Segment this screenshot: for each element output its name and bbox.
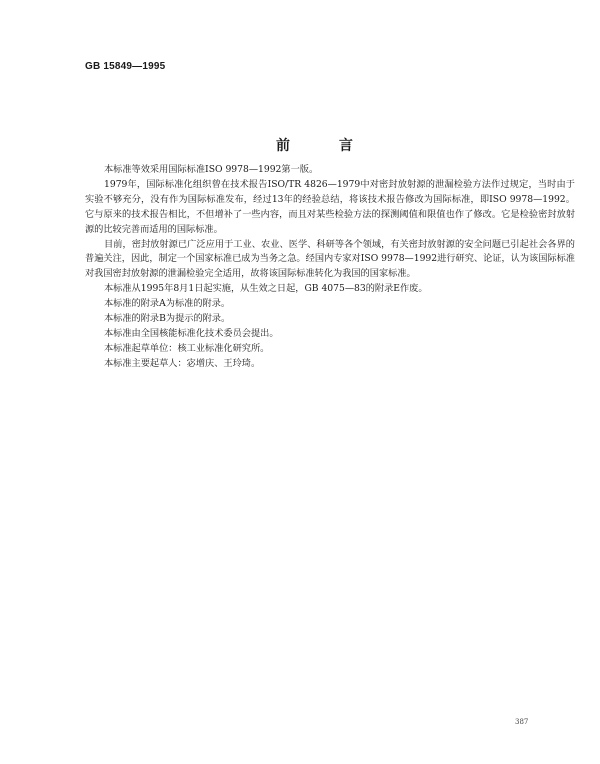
paragraph-background: 目前，密封放射源已广泛应用于工业、农业、医学、科研等各个领域，有关密封放射源的安全问题已引起社会各界的普遍关注，因此，制定一个国家标准已成为当务之急。经国内专家对ISO 9978—1992进行研究、论证，认为该国际标准对我国密封放射源的泄漏检验完全适用，故将该国际标准转化为我国的国家标准。 <box>85 238 575 280</box>
document-body <box>85 163 575 372</box>
paragraph-effective-date: 本标准从1995年8月1日起实施，从生效之日起，GB 4075—83的附录E作废。 <box>104 283 428 295</box>
paragraph-drafting-unit: 本标准起草单位：核工业标准化研究所。 <box>104 342 270 354</box>
paragraph-drafters: 本标准主要起草人：宓增庆、王玲琦。 <box>104 357 261 369</box>
paragraph-appendix-a: 本标准的附录A为标准的附录。 <box>104 298 231 310</box>
page-title: 前 言 <box>276 138 375 154</box>
paragraph-adoption: 本标准等效采用国际标准ISO 9978—1992第一版。 <box>104 164 319 175</box>
paragraph-appendix-b: 本标准的附录B为提示的附录。 <box>104 313 231 325</box>
standard-code: GB 15849—1995 <box>85 61 166 72</box>
paragraph-proposer: 本标准由全国核能标准化技术委员会提出。 <box>104 327 279 339</box>
paragraph-history: 1979年，国际标准化组织曾在技术报告ISO/TR 4826—1979中对密封放射源的泄漏检验方法作过规定，当时由于实验不够充分，没有作为国际标准发布，经过13年的经验总结，将该技术报告修改为国际标准，即ISO 9978—1992。它与原来的技术报告相比，不但增补了一些内容，而且对某些检验方法的探测阈值和限值也作了修改。它是检验密封放射源的比较完善而适用的国际标准。 <box>85 178 575 235</box>
page-number: 387 <box>515 718 529 726</box>
